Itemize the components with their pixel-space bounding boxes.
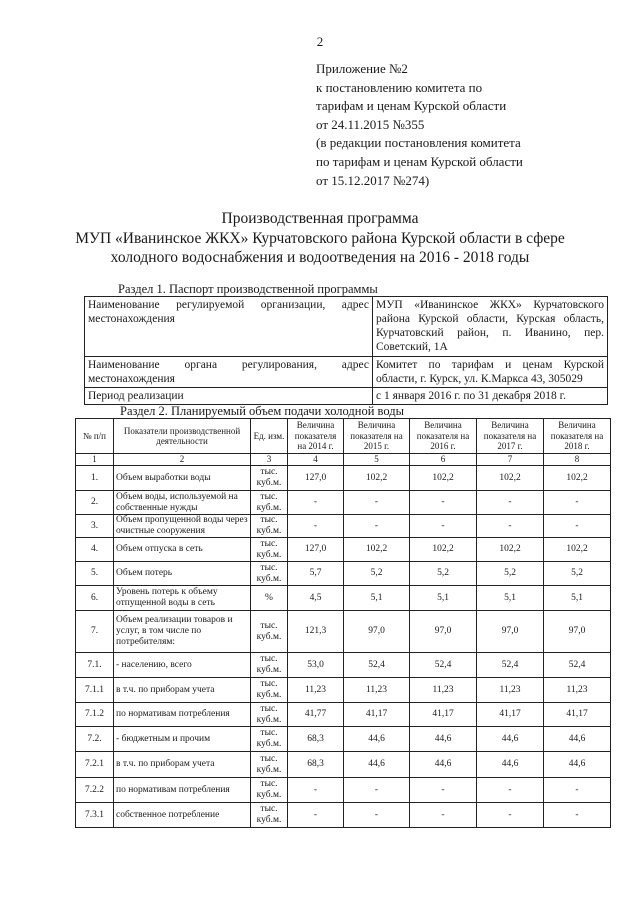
section-2-heading: Раздел 2. Планируемый объем подачи холодной воды xyxy=(120,404,405,418)
value-cell: 102,2 xyxy=(344,466,410,491)
unit-cell: тыс. куб.м. xyxy=(251,778,288,803)
value-cell: 11,23 xyxy=(288,678,344,703)
value-cell: - xyxy=(344,803,410,828)
unit-cell: тыс. куб.м. xyxy=(251,803,288,828)
value-cell: 52,4 xyxy=(477,653,544,678)
value-cell: - xyxy=(477,491,544,515)
table-row xyxy=(76,538,611,562)
value-cell: - xyxy=(410,491,477,515)
appendix-line: (в редакции постановления комитета xyxy=(316,135,521,151)
column-number: 3 xyxy=(251,454,288,466)
value-cell: 53,0 xyxy=(288,653,344,678)
unit-cell: тыс. куб.м. xyxy=(251,611,288,653)
indicator-name-cell: по нормативам потребления xyxy=(114,703,251,727)
table-row xyxy=(76,703,611,727)
value-cell: 97,0 xyxy=(544,611,611,653)
value-cell: - xyxy=(344,491,410,515)
value-cell: 5,1 xyxy=(544,586,611,611)
value-cell: 5,1 xyxy=(410,586,477,611)
passport-row xyxy=(85,357,608,388)
value-cell: 5,2 xyxy=(544,562,611,586)
row-number-cell: 7.2.1 xyxy=(76,752,114,778)
passport-label: Наименование органа регулирования, адрес местонахождения xyxy=(85,357,373,388)
row-number-cell: 2. xyxy=(76,491,114,515)
passport-label: Наименование регулируемой организации, адрес местонахождения xyxy=(85,297,373,357)
row-number-cell: 6. xyxy=(76,586,114,611)
value-cell: - xyxy=(544,803,611,828)
value-cell: 41,17 xyxy=(344,703,410,727)
column-number: 5 xyxy=(344,454,410,466)
unit-cell: % xyxy=(251,586,288,611)
header-cell: Величина показателя на 2015 г. xyxy=(344,419,410,454)
appendix-line: тарифам и ценам Курской области xyxy=(316,98,507,114)
indicator-name-cell: Объем отпуска в сеть xyxy=(114,538,251,562)
header-cell: Ед. изм. xyxy=(251,419,288,454)
unit-cell: тыс. куб.м. xyxy=(251,562,288,586)
header-cell: Величина показателя на 2014 г. xyxy=(288,419,344,454)
unit-cell: тыс. куб.м. xyxy=(251,752,288,778)
value-cell: 52,4 xyxy=(410,653,477,678)
row-number-cell: 7.1.1 xyxy=(76,678,114,703)
passport-value: с 1 января 2016 г. по 31 декабря 2018 г. xyxy=(373,388,608,405)
value-cell: 97,0 xyxy=(477,611,544,653)
value-cell: 44,6 xyxy=(544,727,611,752)
column-number: 2 xyxy=(114,454,251,466)
value-cell: - xyxy=(410,803,477,828)
value-cell: 44,6 xyxy=(544,752,611,778)
value-cell: 5,2 xyxy=(344,562,410,586)
appendix-line: от 15.12.2017 №274) xyxy=(316,172,430,188)
value-cell: 4,5 xyxy=(288,586,344,611)
unit-cell: тыс. куб.м. xyxy=(251,491,288,515)
water-volume-table xyxy=(75,418,611,828)
value-cell: 102,2 xyxy=(344,538,410,562)
value-cell: 127,0 xyxy=(288,538,344,562)
column-number: 4 xyxy=(288,454,344,466)
unit-cell: тыс. куб.м. xyxy=(251,653,288,678)
value-cell: 127,0 xyxy=(288,466,344,491)
passport-value: Комитет по тарифам и ценам Курской области, г. Курск, ул. К.Маркса 43, 305029 xyxy=(373,357,608,388)
table-row xyxy=(76,515,611,538)
column-number: 8 xyxy=(544,454,611,466)
value-cell: 52,4 xyxy=(544,653,611,678)
row-number-cell: 7.1.2 xyxy=(76,703,114,727)
value-cell: 44,6 xyxy=(344,752,410,778)
value-cell: - xyxy=(344,778,410,803)
value-cell: 97,0 xyxy=(344,611,410,653)
table-row xyxy=(76,611,611,653)
passport-label: Период реализации xyxy=(85,388,373,405)
page-number: 2 xyxy=(316,34,324,49)
header-cell: Величина показателя на 2018 г. xyxy=(544,419,611,454)
value-cell: 5,7 xyxy=(288,562,344,586)
unit-cell: тыс. куб.м. xyxy=(251,466,288,491)
indicator-name-cell: - населению, всего xyxy=(114,653,251,678)
value-cell: 11,23 xyxy=(410,678,477,703)
indicator-name-cell: Объем выработки воды xyxy=(114,466,251,491)
indicator-name-cell: по нормативам потребления xyxy=(114,778,251,803)
value-cell: - xyxy=(344,515,410,538)
title-line: МУП «Иванинское ЖКХ» Курчатовского района Курской области в сфере xyxy=(75,229,565,247)
value-cell: 5,2 xyxy=(410,562,477,586)
indicator-name-cell: Объем реализации товаров и услуг, в том числе по потребителям: xyxy=(114,611,251,653)
table-row xyxy=(76,653,611,678)
column-number: 6 xyxy=(410,454,477,466)
value-cell: 11,23 xyxy=(344,678,410,703)
value-cell: - xyxy=(288,515,344,538)
indicator-name-cell: - бюджетным и прочим xyxy=(114,727,251,752)
indicator-name-cell: Объем потерь xyxy=(114,562,251,586)
value-cell: 102,2 xyxy=(410,466,477,491)
row-number-cell: 5. xyxy=(76,562,114,586)
value-cell: 44,6 xyxy=(477,727,544,752)
value-cell: 102,2 xyxy=(477,466,544,491)
table-row xyxy=(76,562,611,586)
value-cell: 5,1 xyxy=(344,586,410,611)
header-cell: Показатели производственной деятельности xyxy=(114,419,251,454)
value-cell: 41,17 xyxy=(477,703,544,727)
row-number-cell: 7.3.1 xyxy=(76,803,114,828)
indicator-name-cell: Объем пропущенной воды через очистные сооружения xyxy=(114,515,251,538)
header-cell: Величина показателя на 2016 г. xyxy=(410,419,477,454)
row-number-cell: 4. xyxy=(76,538,114,562)
indicator-name-cell: в т.ч. по приборам учета xyxy=(114,678,251,703)
passport-row xyxy=(85,388,608,405)
row-number-cell: 7. xyxy=(76,611,114,653)
value-cell: 102,2 xyxy=(410,538,477,562)
appendix-line: по тарифам и ценам Курской области xyxy=(316,153,523,169)
indicator-name-cell: собственное потребление xyxy=(114,803,251,828)
value-cell: 41,17 xyxy=(410,703,477,727)
passport-value: МУП «Иванинское ЖКХ» Курчатовского района Курской области, Курская область, Курчатовский район, п. Иванино, пер. Советский, 1А xyxy=(373,297,608,357)
unit-cell: тыс. куб.м. xyxy=(251,703,288,727)
value-cell: 44,6 xyxy=(410,727,477,752)
appendix-line: Приложение №2 xyxy=(316,61,408,76)
value-cell: 5,1 xyxy=(477,586,544,611)
value-cell: 41,17 xyxy=(544,703,611,727)
column-number-row xyxy=(76,454,611,466)
title-line: Производственная программа xyxy=(221,210,419,227)
value-cell: 44,6 xyxy=(344,727,410,752)
appendix-block xyxy=(316,60,523,190)
value-cell: 44,6 xyxy=(477,752,544,778)
value-cell: - xyxy=(544,778,611,803)
value-cell: 11,23 xyxy=(477,678,544,703)
indicator-name-cell: Объем воды, используемой на собственные нужды xyxy=(114,491,251,515)
value-cell: 68,3 xyxy=(288,752,344,778)
table-row xyxy=(76,752,611,778)
table-row xyxy=(76,586,611,611)
value-cell: 41,77 xyxy=(288,703,344,727)
value-cell: 121,3 xyxy=(288,611,344,653)
header-cell: № п/п xyxy=(76,419,114,454)
value-cell: 44,6 xyxy=(410,752,477,778)
value-cell: - xyxy=(410,515,477,538)
value-cell: 102,2 xyxy=(544,466,611,491)
value-cell: - xyxy=(288,778,344,803)
section-1-heading: Раздел 1. Паспорт производственной программы xyxy=(118,282,378,296)
passport-row xyxy=(85,297,608,357)
appendix-line: от 24.11.2015 №355 xyxy=(316,116,425,132)
appendix-line: к постановлению комитета по xyxy=(316,79,483,95)
value-cell: - xyxy=(410,778,477,803)
table-row xyxy=(76,778,611,803)
table-row xyxy=(76,678,611,703)
value-cell: 102,2 xyxy=(544,538,611,562)
value-cell: - xyxy=(544,491,611,515)
value-cell: - xyxy=(477,515,544,538)
table-row xyxy=(76,491,611,515)
unit-cell: тыс. куб.м. xyxy=(251,727,288,752)
unit-cell: тыс. куб.м. xyxy=(251,515,288,538)
row-number-cell: 7.2. xyxy=(76,727,114,752)
passport-table xyxy=(84,296,608,405)
title-line: холодного водоснабжения и водоотведения на 2016 - 2018 годы xyxy=(110,249,530,266)
value-cell: - xyxy=(288,491,344,515)
value-cell: - xyxy=(544,515,611,538)
table-row xyxy=(76,727,611,752)
row-number-cell: 1. xyxy=(76,466,114,491)
unit-cell: тыс. куб.м. xyxy=(251,538,288,562)
value-cell: 68,3 xyxy=(288,727,344,752)
indicator-name-cell: Уровень потерь к объему отпущенной воды в сеть xyxy=(114,586,251,611)
unit-cell: тыс. куб.м. xyxy=(251,678,288,703)
value-cell: 5,2 xyxy=(477,562,544,586)
value-cell: - xyxy=(477,803,544,828)
value-cell: 102,2 xyxy=(477,538,544,562)
row-number-cell: 3. xyxy=(76,515,114,538)
table-row xyxy=(76,466,611,491)
value-cell: 97,0 xyxy=(410,611,477,653)
value-cell: - xyxy=(288,803,344,828)
header-cell: Величина показателя на 2017 г. xyxy=(477,419,544,454)
value-cell: - xyxy=(477,778,544,803)
row-number-cell: 7.2.2 xyxy=(76,778,114,803)
column-number: 1 xyxy=(76,454,114,466)
column-number: 7 xyxy=(477,454,544,466)
document-title xyxy=(0,209,640,268)
value-cell: 11,23 xyxy=(544,678,611,703)
value-cell: 52,4 xyxy=(344,653,410,678)
table-header-row xyxy=(76,419,611,454)
table-row xyxy=(76,803,611,828)
indicator-name-cell: в т.ч. по приборам учета xyxy=(114,752,251,778)
row-number-cell: 7.1. xyxy=(76,653,114,678)
